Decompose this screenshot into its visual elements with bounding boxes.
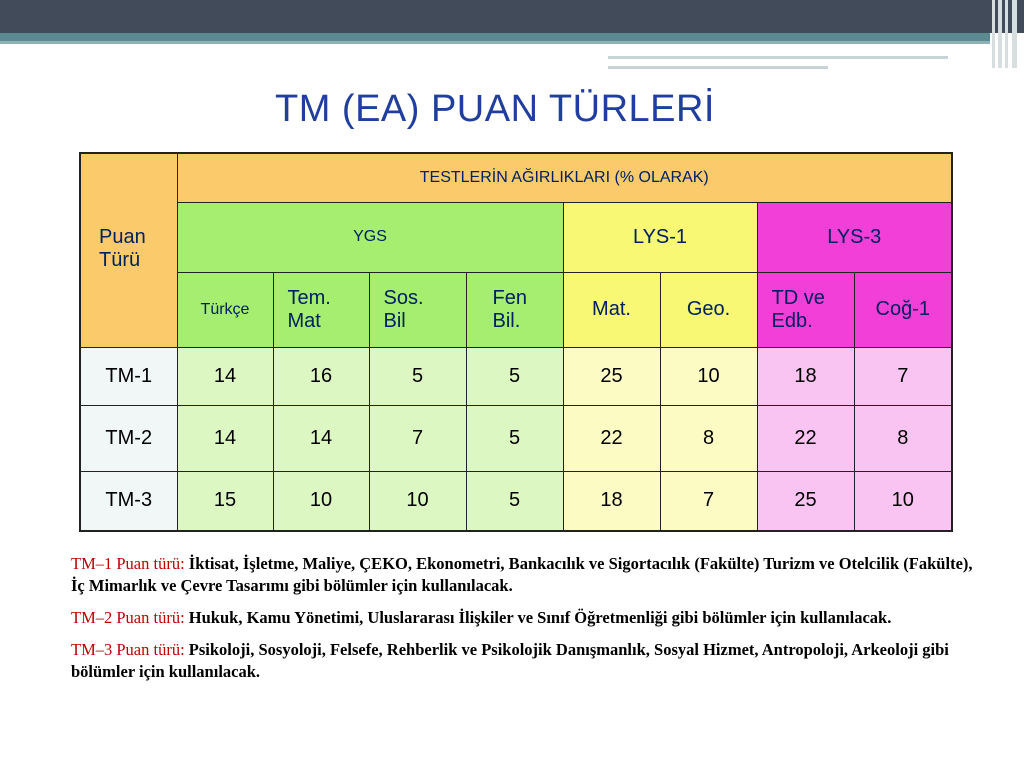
note-text: İktisat, İşletme, Maliye, ÇEKO, Ekonometri, Bankacılık ve Sigortacılık (Fakülte) Turizm ve Otelcilik (Fakülte), İç Mimarlık ve Çevre Tasarımı gibi bölümler için kullanılacak. xyxy=(71,554,973,595)
cell-value: 10 xyxy=(369,471,466,531)
row-label: TM-2 xyxy=(80,405,177,471)
note-text: Hukuk, Kamu Yönetimi, Uluslararası İlişkiler ve Sınıf Öğretmenliği gibi bölümler için kullanılacak. xyxy=(188,608,892,627)
corner-cell xyxy=(80,153,177,347)
slide-title: TM (EA) PUAN TÜRLERİ xyxy=(274,88,715,130)
group-lys3: LYS-3 xyxy=(757,202,952,272)
subject-line: Tem. xyxy=(287,286,331,309)
cell-value: 25 xyxy=(563,347,660,405)
decor-line xyxy=(608,56,948,59)
subject-cog1: Coğ-1 xyxy=(854,272,952,347)
table-row xyxy=(80,471,952,531)
subject-line: Sos. xyxy=(383,286,424,309)
cell-value: 18 xyxy=(563,471,660,531)
subject-line: Bil. xyxy=(492,309,521,332)
slide-accent-line xyxy=(0,41,990,44)
notes-section xyxy=(71,553,986,693)
cell-value: 7 xyxy=(854,347,952,405)
decor-line xyxy=(608,66,828,69)
slide-accent-band xyxy=(0,33,990,41)
cell-value: 22 xyxy=(757,405,854,471)
cell-value: 15 xyxy=(177,471,273,531)
note-tm3 xyxy=(71,639,986,683)
cell-value: 5 xyxy=(466,347,563,405)
cell-value: 8 xyxy=(660,405,757,471)
note-label: TM–3 Puan türü: xyxy=(71,640,189,659)
subject-mat: Mat. xyxy=(563,272,660,347)
cell-value: 8 xyxy=(854,405,952,471)
weights-header: TESTLERİN AĞIRLIKLARI (% OLARAK) xyxy=(177,153,952,202)
cell-value: 7 xyxy=(660,471,757,531)
slide-top-bar xyxy=(0,0,1024,33)
cell-value: 14 xyxy=(177,347,273,405)
row-label: TM-1 xyxy=(80,347,177,405)
cell-value: 10 xyxy=(660,347,757,405)
cell-value: 14 xyxy=(177,405,273,471)
group-lys1: LYS-1 xyxy=(563,202,757,272)
subject-line: Bil xyxy=(383,309,406,332)
decor-stripes xyxy=(990,0,1024,68)
subject-td-edb xyxy=(757,272,854,347)
puan-turleri-table xyxy=(79,152,953,532)
subject-line: Mat xyxy=(287,309,321,332)
subject-turkce: Türkçe xyxy=(177,272,273,347)
subject-tem-mat xyxy=(273,272,369,347)
subject-geo: Geo. xyxy=(660,272,757,347)
note-tm2 xyxy=(71,607,986,629)
note-tm1 xyxy=(71,553,986,597)
subject-line: Fen xyxy=(492,286,527,309)
cell-value: 10 xyxy=(273,471,369,531)
group-ygs: YGS xyxy=(177,202,563,272)
cell-value: 7 xyxy=(369,405,466,471)
subject-line: Edb. xyxy=(771,309,813,332)
cell-value: 16 xyxy=(273,347,369,405)
cell-value: 5 xyxy=(369,347,466,405)
row-label: TM-3 xyxy=(80,471,177,531)
corner-label-line2: Türü xyxy=(99,249,141,271)
subject-fen-bil xyxy=(466,272,563,347)
corner-label-line1: Puan xyxy=(99,226,146,248)
table-row xyxy=(80,405,952,471)
cell-value: 14 xyxy=(273,405,369,471)
cell-value: 22 xyxy=(563,405,660,471)
note-text: Psikoloji, Sosyoloji, Felsefe, Rehberlik ve Psikolojik Danışmanlık, Sosyal Hizmet, Antropoloji, Arkeoloji gibi bölümler için kullanılacak. xyxy=(71,640,949,681)
cell-value: 5 xyxy=(466,471,563,531)
cell-value: 10 xyxy=(854,471,952,531)
table-row xyxy=(80,347,952,405)
note-label: TM–1 Puan türü: xyxy=(71,554,189,573)
cell-value: 5 xyxy=(466,405,563,471)
cell-value: 18 xyxy=(757,347,854,405)
subject-line: TD ve xyxy=(771,286,825,309)
subject-sos-bil xyxy=(369,272,466,347)
note-label: TM–2 Puan türü: xyxy=(71,608,189,627)
cell-value: 25 xyxy=(757,471,854,531)
